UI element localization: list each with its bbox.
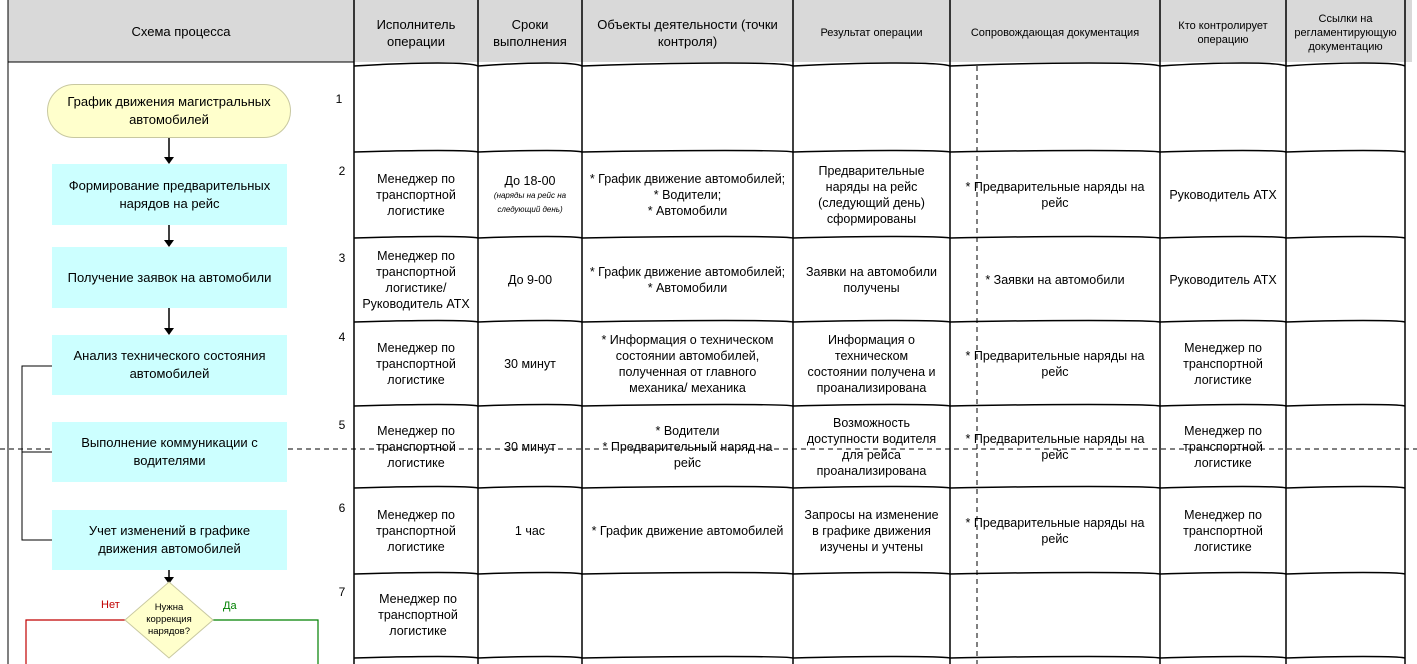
row3-result: Заявки на автомобили получены — [806, 265, 937, 295]
row2-result: Предварительные наряды на рейс (следующий день) сформированы — [818, 164, 925, 226]
row4-docs: * Предварительные наряды на рейс — [965, 349, 1145, 379]
row-number: 7 — [338, 585, 346, 599]
flow-step-driver-communication: Выполнение коммуникации с водителями — [52, 422, 287, 482]
row6-docs: * Предварительные наряды на рейс — [965, 516, 1145, 546]
row5-docs: * Предварительные наряды на рейс — [965, 432, 1145, 462]
row3-deadline: До 9-00 — [507, 273, 553, 287]
row-number: 5 — [338, 418, 346, 432]
row-number: 3 — [338, 251, 346, 265]
flow-step-tech-analysis: Анализ технического состояния автомобилей — [52, 335, 287, 395]
row4-deadline: 30 минут — [504, 357, 556, 371]
row2-deadline — [480, 152, 580, 238]
row3-docs: * Заявки на автомобили — [985, 273, 1125, 287]
row-number: 6 — [338, 501, 346, 515]
row6-executor: Менеджер по транспортной логистике — [376, 508, 456, 554]
row2-controller: Руководитель АТХ — [1169, 188, 1277, 202]
header-controller: Кто контролирует операцию — [1178, 20, 1268, 46]
flow-step-get-requests: Получение заявок на автомобили — [52, 247, 287, 308]
row4-controller: Менеджер по транспортной логистике — [1183, 341, 1263, 387]
row4-objects: * Информация о техническом состоянии автомобилей, полученная от главного механика/ механика — [601, 333, 774, 395]
row3-executor: Менеджер по транспортной логистике/ Руководитель АТХ — [362, 249, 470, 311]
row6-objects: * График движение автомобилей — [591, 524, 784, 538]
row-number: 4 — [338, 330, 346, 344]
row5-result: Возможность доступности водителя для рейса проанализирована — [806, 416, 937, 478]
flow-start-terminal: График движения магистральных автомобилей — [47, 84, 291, 138]
header-deadline: Сроки выполнения — [493, 17, 567, 49]
row5-executor: Менеджер по транспортной логистике — [376, 424, 456, 470]
flow-decision-label: Нужна коррекция нарядов? — [146, 602, 192, 637]
header-executor: Исполнитель операции — [376, 17, 456, 49]
decision-no-label: Нет — [101, 599, 120, 611]
row6-controller: Менеджер по транспортной логистике — [1183, 508, 1263, 554]
row6-result: Запросы на изменение в графике движения изучены и учтены — [804, 508, 939, 554]
row2-docs: * Предварительные наряды на рейс — [965, 180, 1145, 210]
header-scheme: Схема процесса — [131, 23, 231, 39]
header-result: Результат операции — [820, 27, 923, 39]
row5-objects: * Водители * Предварительный наряд на рейс — [602, 424, 773, 470]
header-docs: Сопровождающая документация — [970, 27, 1140, 39]
header-refs: Ссылки на регламентирующую документацию — [1294, 13, 1397, 53]
row5-controller: Менеджер по транспортной логистике — [1183, 424, 1263, 470]
header-objects: Объекты деятельности (точки контроля) — [597, 17, 778, 49]
decision-yes-label: Да — [223, 600, 237, 612]
row-number: 2 — [338, 164, 346, 178]
row3-controller: Руководитель АТХ — [1169, 273, 1277, 287]
row5-deadline: 30 минут — [504, 440, 556, 454]
row6-deadline: 1 час — [514, 524, 546, 538]
flow-step-schedule-changes: Учет изменений в графике движения автомобилей — [52, 510, 287, 570]
row4-executor: Менеджер по транспортной логистике — [376, 341, 456, 387]
row2-objects: * График движение автомобилей; * Водители; * Автомобили — [589, 172, 786, 218]
row2-deadline-value: До 18-00 — [504, 174, 556, 188]
row3-objects: * График движение автомобилей; * Автомобили — [589, 265, 786, 295]
flow-step-form-orders: Формирование предварительных нарядов на рейс — [52, 164, 287, 225]
row7-executor: Менеджер по транспортной логистике — [378, 592, 458, 638]
row-number: 1 — [335, 92, 343, 106]
row2-deadline-note: (наряды на рейс на следующий день) — [493, 191, 567, 214]
row2-executor: Менеджер по транспортной логистике — [376, 172, 456, 218]
row4-result: Информация о техническом состоянии получена и проанализирована — [807, 333, 936, 395]
